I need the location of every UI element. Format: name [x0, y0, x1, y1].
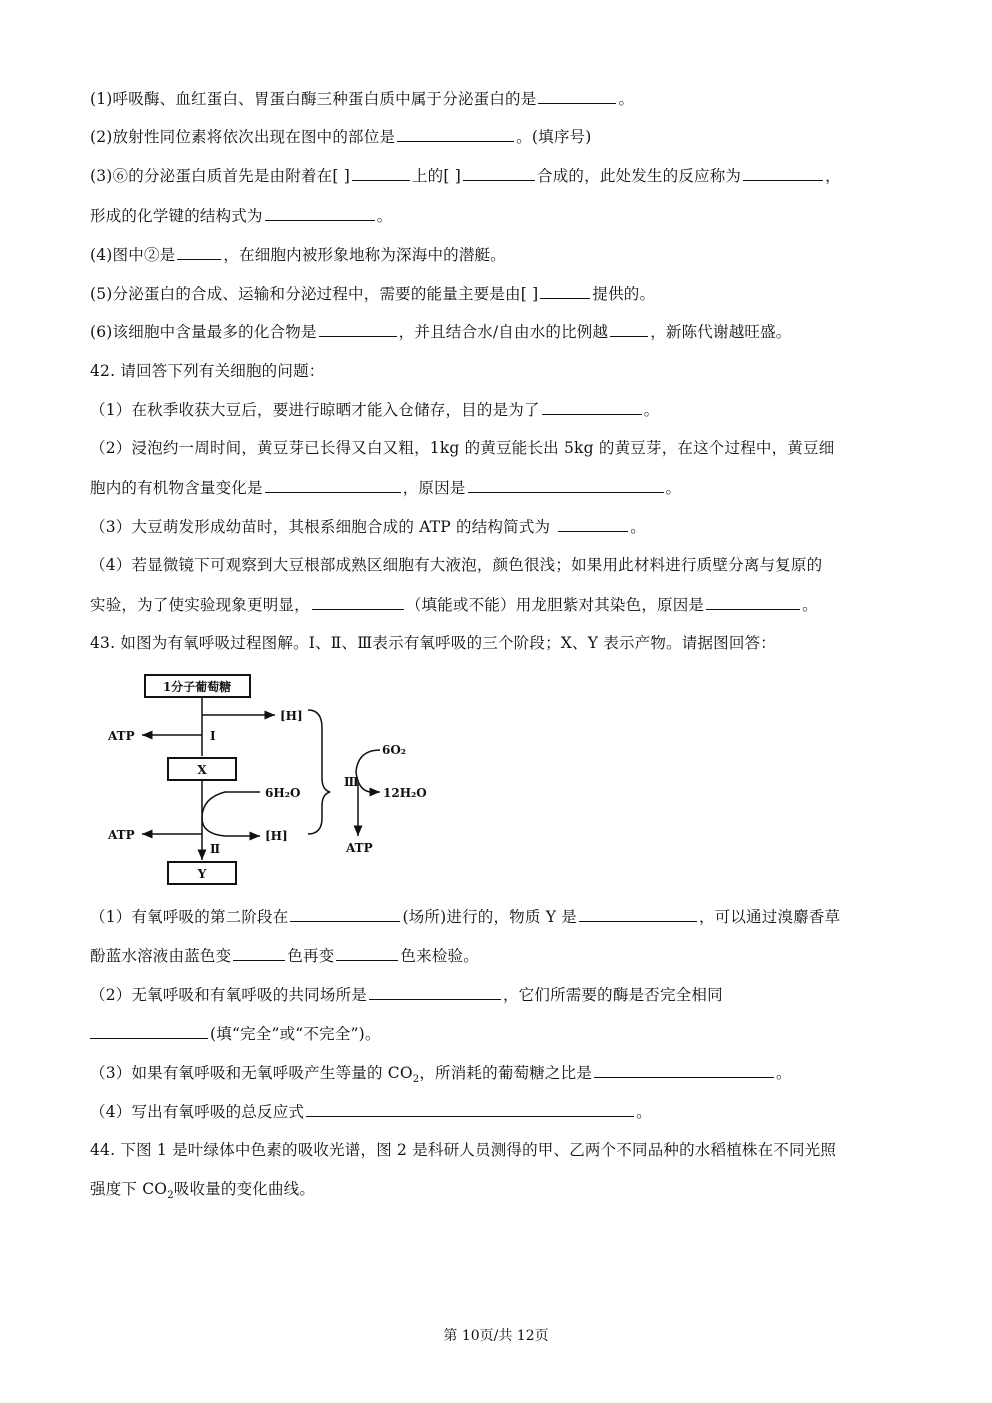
- punct: 。: [636, 1103, 652, 1121]
- answer-blank[interactable]: [468, 477, 664, 493]
- h2o12-label: 12H₂O: [383, 786, 427, 800]
- answer-blank[interactable]: [336, 945, 398, 961]
- answer-blank[interactable]: [538, 88, 616, 104]
- atp2-label: ATP: [108, 828, 135, 842]
- punct: 。: [630, 518, 646, 536]
- q42-s2b-text-b: ，原因是: [402, 479, 466, 497]
- answer-blank[interactable]: [306, 1101, 634, 1117]
- answer-blank[interactable]: [579, 906, 697, 922]
- bracket: [308, 710, 330, 834]
- answer-blank[interactable]: [265, 477, 401, 493]
- answer-blank[interactable]: [540, 283, 590, 299]
- q44-line2: [90, 1179, 905, 1206]
- q43-s1-text: （1）有氧呼吸的第二阶段在: [90, 908, 289, 926]
- q42-s2b-text: 胞内的有机物含量变化是: [90, 479, 263, 497]
- answer-blank[interactable]: [558, 516, 628, 532]
- q42-s4b: [90, 594, 905, 615]
- answer-blank[interactable]: [610, 321, 648, 337]
- q41-s5-text: (5)分泌蛋白的合成、运输和分泌过程中，需要的能量主要是由[ ]: [90, 285, 539, 303]
- q43-s2b: [90, 1023, 905, 1044]
- q41-s3-text-c: 合成的，此处发生的反应称为: [537, 167, 742, 185]
- q43-s2-tail: ，它们所需要的酶是否完全相同: [502, 986, 723, 1004]
- q42-s1-text: （1）在秋季收获大豆后，要进行晾晒才能入仓储存，目的是为了: [90, 401, 540, 419]
- q44-l2-tail: 吸收量的变化曲线。: [173, 1180, 316, 1198]
- q43-s1-text-b: (场所)进行的，物质 Y 是: [402, 908, 577, 926]
- page-footer: 第 10页/共 12页: [443, 1328, 549, 1344]
- h2o-curve: [202, 792, 260, 836]
- atp1-label: ATP: [108, 729, 135, 743]
- q41-s5: [90, 283, 905, 304]
- q42-s4b-text-b: （填能或不能）用龙胆紫对其染色，原因是: [405, 596, 705, 614]
- stage2-label: Ⅱ: [210, 842, 221, 856]
- q42-s2-text: （2）浸泡约一周时间，黄豆芽已长得又白又粗，1kg 的黄豆能长出 5kg 的黄豆芽，在这个过程中，黄豆细: [90, 439, 835, 457]
- q41-s2-text: (2)放射性同位素将依次出现在图中的部位是: [90, 128, 396, 146]
- q43-s1b-tail: 色来检验。: [400, 947, 479, 965]
- q42-s2b: [90, 477, 905, 498]
- q41-s3b: [90, 205, 905, 226]
- answer-blank[interactable]: [177, 244, 221, 260]
- q42-s2: [90, 438, 905, 458]
- answer-blank[interactable]: [265, 205, 375, 221]
- punct: 。: [618, 90, 635, 108]
- answer-blank[interactable]: [319, 321, 397, 337]
- q44-l2-text: 强度下 CO: [90, 1180, 168, 1198]
- q42-s4b-text: 实验，为了使实验现象更明显，: [90, 596, 310, 614]
- glucose-label: 1分子葡萄糖: [162, 680, 232, 694]
- answer-blank[interactable]: [290, 906, 400, 922]
- answer-blank[interactable]: [542, 399, 642, 415]
- o2-curve: [356, 750, 380, 792]
- q41-s2-tail: 。(填序号): [516, 128, 592, 146]
- punct: 。: [376, 207, 393, 225]
- answer-blank[interactable]: [743, 165, 823, 181]
- q43-s1b: [90, 945, 905, 966]
- q43-s4-text: （4）写出有氧呼吸的总反应式: [90, 1103, 305, 1121]
- q41-s6-tail: ，新陈代谢越旺盛。: [650, 323, 792, 341]
- q42-s4: [90, 555, 905, 575]
- answer-blank[interactable]: [594, 1062, 774, 1078]
- q43-s3-text-b: ，所消耗的葡萄糖之比是: [419, 1064, 593, 1082]
- aerobic-respiration-diagram: [100, 668, 440, 890]
- q42-s3-text: （3）大豆萌发形成幼苗时，其根系细胞合成的 ATP 的结构简式为: [90, 518, 551, 536]
- h2-label: [H]: [265, 829, 288, 843]
- h2o6-label: 6H₂O: [265, 786, 301, 800]
- q41-s3-text: (3)⑥的分泌蛋白质首先是由附着在[ ]: [90, 167, 350, 185]
- answer-blank[interactable]: [463, 165, 535, 181]
- q41-s4: [90, 244, 905, 265]
- q42-s4-text: （4）若显微镜下可观察到大豆根部成熟区细胞有大液泡，颜色很浅；如果用此材料进行质壁分离与复原的: [90, 556, 823, 574]
- o2-label: 6O₂: [382, 743, 407, 757]
- q43-head: 43. 如图为有氧呼吸过程图解。Ⅰ、Ⅱ、Ⅲ表示有氧呼吸的三个阶段；X、Y 表示产物。请据图回答：: [90, 634, 776, 652]
- atp3-label: ATP: [346, 841, 373, 855]
- h1-label: [H]: [280, 709, 303, 723]
- q43-s3: [90, 1062, 905, 1090]
- x-label: X: [197, 763, 207, 777]
- q41-s3b-text: 形成的化学键的结构式为: [90, 207, 263, 225]
- q42-head: 42. 请回答下列有关细胞的问题：: [90, 362, 325, 380]
- punct: 。: [643, 401, 660, 419]
- answer-blank[interactable]: [233, 945, 285, 961]
- q41-s6-text-b: ，并且结合水/自由水的比例越: [398, 323, 609, 341]
- answer-blank[interactable]: [352, 165, 410, 181]
- q43-s2-text: （2）无氧呼吸和有氧呼吸的共同场所是: [90, 986, 367, 1004]
- q43-s1b-text-b: 色再变: [287, 947, 335, 965]
- q41-s1-text: (1)呼吸酶、血红蛋白、胃蛋白酶三种蛋白质中属于分泌蛋白的是: [90, 90, 537, 108]
- q41-s1: [90, 88, 905, 109]
- q44-line1: 44. 下图 1 是叶绿体中色素的吸收光谱，图 2 是科研人员测得的甲、乙两个不同品种的水稻植株在不同光照: [90, 1141, 837, 1159]
- y-label: Y: [197, 867, 207, 881]
- q43-s1b-text: 酚蓝水溶液由蓝色变: [90, 947, 232, 965]
- q41-s3-text-b: 上的[ ]: [411, 167, 462, 185]
- answer-blank[interactable]: [706, 594, 800, 610]
- q43-s3-text: （3）如果有氧呼吸和无氧呼吸产生等量的 CO: [90, 1064, 413, 1082]
- answer-blank[interactable]: [90, 1023, 208, 1039]
- q41-s6: [90, 321, 905, 342]
- q43-s2b-text: (填“完全”或“不完全”)。: [210, 1025, 381, 1043]
- punct: 。: [802, 596, 818, 614]
- q43-s4: [90, 1101, 905, 1122]
- answer-blank[interactable]: [397, 126, 514, 142]
- subscript: 2: [167, 1190, 174, 1202]
- q42-s3: [90, 516, 905, 537]
- q42-s1: [90, 399, 905, 420]
- q41-s5-tail: 提供的。: [592, 285, 656, 303]
- q43-s1: [90, 906, 905, 927]
- q41-s3: [90, 165, 905, 186]
- q41-s6-text: (6)该细胞中含量最多的化合物是: [90, 323, 317, 341]
- subscript: 2: [412, 1074, 420, 1086]
- punct: 。: [665, 479, 682, 497]
- punct: 。: [776, 1064, 792, 1082]
- punct: ，: [825, 167, 841, 185]
- q43-s2: [90, 984, 905, 1005]
- q41-s4-tail: ，在细胞内被形象地称为深海中的潜艇。: [223, 246, 506, 264]
- q43-s1-tail: ，可以通过溴麝香草: [698, 908, 841, 926]
- stage3-label: Ⅲ: [344, 775, 359, 789]
- q41-s2: [90, 126, 905, 147]
- answer-blank[interactable]: [369, 984, 501, 1000]
- answer-blank[interactable]: [312, 594, 404, 610]
- q41-s4-text: (4)图中②是: [90, 246, 176, 264]
- stage1-label: Ⅰ: [210, 729, 216, 743]
